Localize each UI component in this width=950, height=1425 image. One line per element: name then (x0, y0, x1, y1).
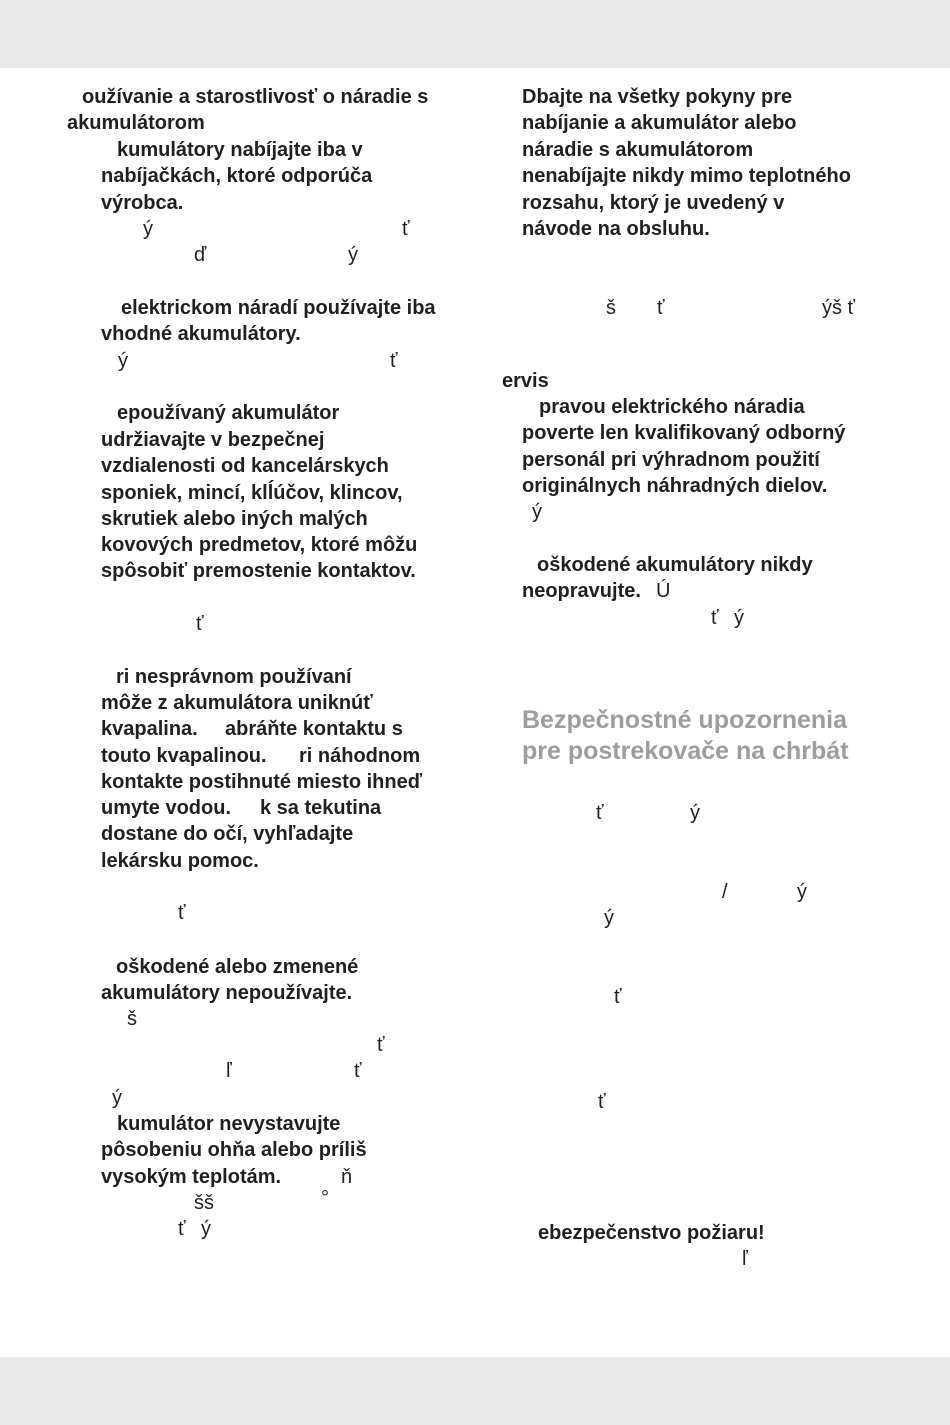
text-fragment: ý (734, 607, 744, 629)
text-fragment: ť (596, 802, 604, 824)
footer-band (0, 1357, 950, 1425)
text-fragment: š (127, 1008, 137, 1030)
text-line: touto kvapalinou. (101, 745, 267, 767)
fire-warning: ebezpečenstvo požiaru! (538, 1222, 765, 1244)
text-line: elektrickom náradí používajte iba (121, 297, 436, 319)
section-title-battery-care: akumulátorom (67, 112, 205, 134)
text-fragment: ť (377, 1034, 385, 1056)
text-line: umyte vodou. (101, 797, 232, 819)
text-fragment: š (606, 297, 616, 319)
header-band (0, 0, 950, 68)
text-fragment: ý (112, 1087, 122, 1109)
text-line: lekársku pomoc. (101, 850, 259, 872)
text-line: Dbajte na všetky pokyny pre (522, 86, 793, 108)
text-line: originálnych náhradných dielov. (522, 475, 828, 497)
text-fragment: ť (178, 1218, 186, 1240)
text-line: poverte len kvalifikovaný odborný (522, 422, 846, 444)
text-line: pravou elektrického náradia (539, 396, 805, 418)
text-line: ri nesprávnom používaní (116, 666, 352, 688)
text-line: kvapalina. (101, 718, 198, 740)
text-fragment: ° (321, 1187, 329, 1209)
heading-line: pre postrekovače na chrbát (522, 737, 849, 765)
text-line: oškodené alebo zmenené (116, 956, 359, 978)
text-line: epoužívaný akumulátor (117, 402, 340, 424)
text-line: sponiek, mincí, klĺúčov, klincov, (101, 482, 403, 504)
text-fragment: ť (354, 1060, 362, 1082)
text-line: náradie s akumulátorom (522, 139, 754, 161)
text-fragment: Ú (656, 580, 671, 602)
text-fragment: ý (797, 881, 807, 903)
text-line: kumulátory nabíjajte iba v (117, 139, 363, 161)
text-line: rozsahu, ktorý je uvedený v (522, 192, 785, 214)
text-fragment: ť (196, 613, 204, 635)
section-title-service: ervis (502, 370, 549, 392)
text-line: vzdialenosti od kancelárskych (101, 455, 389, 477)
text-line: personál pri výhradnom použití (522, 449, 820, 471)
text-line: akumulátory nepoužívajte. (101, 982, 353, 1004)
text-line: kontakte postihnuté miesto ihneď (101, 771, 423, 793)
text-line: dostane do očí, vyhľadajte (101, 823, 354, 845)
text-line: nabíjanie a akumulátor alebo (522, 112, 797, 134)
text-line: ri náhodnom (299, 745, 421, 767)
heading-line: Bezpečnostné upozornenia (522, 706, 848, 734)
text-line: skrutiek alebo iných malých (101, 508, 368, 530)
text-fragment: ý (201, 1218, 211, 1240)
text-fragment: ý (348, 244, 358, 266)
text-line: k sa tekutina (260, 797, 382, 819)
text-fragment: / (722, 881, 728, 903)
text-line: nabíjačkách, ktoré odporúča (101, 165, 373, 187)
text-line: neopravujte. (522, 580, 641, 602)
text-fragment: ť (402, 218, 410, 240)
text-line: môže z akumulátora uniknúť (101, 692, 373, 714)
text-fragment: ľ (226, 1060, 232, 1082)
text-fragment: ý (690, 802, 700, 824)
text-line: spôsobiť premostenie kontaktov. (101, 560, 416, 582)
text-fragment: ť (711, 607, 719, 629)
text-line: výrobca. (101, 192, 184, 214)
text-line: kumulátor nevystavujte (117, 1113, 341, 1135)
text-fragment: ľ (742, 1248, 748, 1270)
text-line: abráňte kontaktu s (225, 718, 403, 740)
text-fragment: ý (532, 501, 542, 523)
text-line: návode na obsluhu. (522, 218, 710, 240)
text-line: oškodené akumulátory nikdy (537, 554, 813, 576)
text-fragment: ý (143, 218, 153, 240)
text-fragment: ť (178, 902, 186, 924)
text-fragment: ť (390, 350, 398, 372)
text-fragment: šš (194, 1192, 214, 1214)
text-fragment: ň (341, 1166, 353, 1188)
text-fragment: ď (194, 244, 207, 266)
section-title-battery-care: oužívanie a starostlivosť o náradie s (82, 86, 429, 108)
text-fragment: ť (657, 297, 665, 319)
text-line: pôsobeniu ohňa alebo príliš (101, 1139, 367, 1161)
text-fragment: ť (614, 986, 622, 1008)
section-heading-sprayer-safety (522, 705, 849, 767)
text-line: vhodné akumulátory. (101, 323, 301, 345)
text-fragment: ýš ť (822, 297, 856, 319)
text-line: kovových predmetov, ktoré môžu (101, 534, 418, 556)
text-line: vysokým teplotám. (101, 1166, 282, 1188)
text-line: udržiavajte v bezpečnej (101, 429, 325, 451)
text-line: nenabíjajte nikdy mimo teplotného (522, 165, 851, 187)
text-fragment: ý (604, 907, 614, 929)
text-fragment: ý (118, 350, 128, 372)
text-fragment: ť (598, 1091, 606, 1113)
